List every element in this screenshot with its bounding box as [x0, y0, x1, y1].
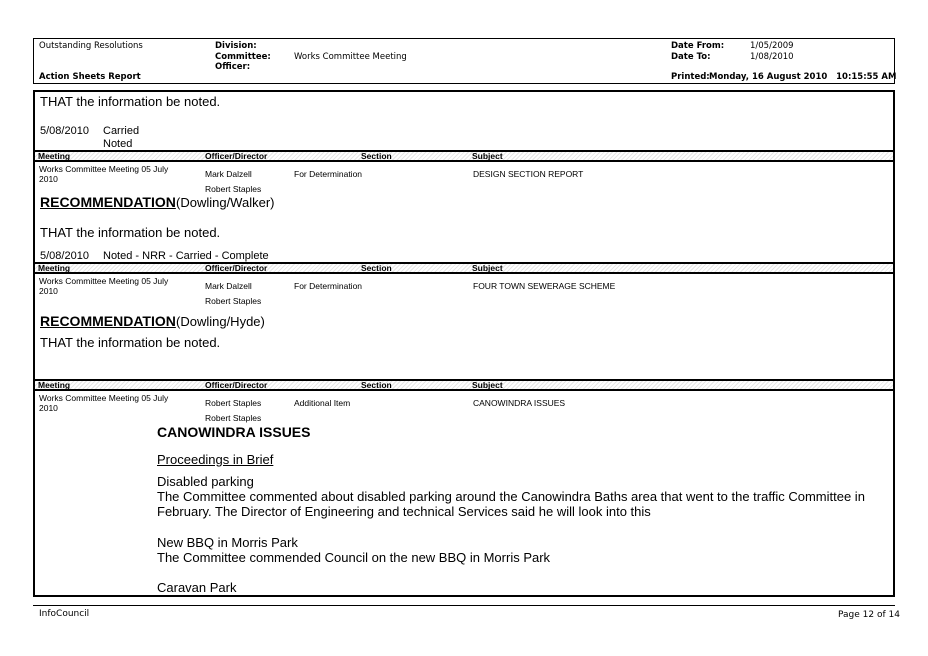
recommendation-heading: RECOMMENDATION	[40, 313, 176, 329]
col-subject: Subject	[472, 151, 503, 161]
item-meeting-year: 2010	[39, 286, 58, 296]
topic-paragraph: February. The Director of Engineering and technical Services said he will look into this	[157, 504, 651, 519]
committee-value: Works Committee Meeting	[294, 52, 407, 62]
item-director: Robert Staples	[205, 184, 262, 194]
item-officer: Mark Dalzell	[205, 281, 252, 291]
item-officer: Robert Staples	[205, 398, 262, 408]
topic-heading: New BBQ in Morris Park	[157, 535, 298, 550]
top-resolution-text: THAT the information be noted.	[40, 94, 221, 109]
topic-paragraph: The Committee commented about disabled parking around the Canowindra Baths area that went to the traffic Committee in	[157, 489, 865, 504]
column-header-bar	[35, 379, 893, 391]
minutes-subtitle: Proceedings in Brief	[157, 452, 274, 467]
item-section: For Determination	[294, 169, 363, 179]
col-meeting: Meeting	[38, 263, 71, 273]
recommendation-text: THAT the information be noted.	[40, 225, 221, 240]
topic-heading: Disabled parking	[157, 474, 254, 489]
division-label: Division:	[215, 41, 257, 51]
recommendation-movers: (Dowling/Walker)	[176, 195, 275, 210]
item-meeting-year: 2010	[39, 403, 58, 413]
item-director: Robert Staples	[205, 296, 262, 306]
recommendation-movers: (Dowling/Hyde)	[176, 314, 265, 329]
printed-label: Printed:	[671, 72, 710, 82]
date-to-label: Date To:	[671, 52, 711, 62]
recommendation-text: THAT the information be noted.	[40, 335, 221, 350]
date-from-value: 1/05/2009	[750, 41, 794, 51]
date-to-value: 1/08/2010	[750, 52, 794, 62]
recommendation-heading: RECOMMENDATION	[40, 194, 176, 210]
col-officer: Officer/Director	[205, 151, 268, 161]
item-officer: Mark Dalzell	[205, 169, 252, 179]
item-meeting: Works Committee Meeting 05 July	[39, 393, 169, 403]
item-section: For Determination	[294, 281, 363, 291]
report-name: Outstanding Resolutions	[39, 41, 143, 51]
item-meeting: Works Committee Meeting 05 July	[39, 276, 169, 286]
topic-heading: Caravan Park	[157, 580, 237, 595]
item-section: Additional Item	[294, 398, 351, 408]
col-officer: Officer/Director	[205, 263, 268, 273]
col-subject: Subject	[472, 380, 503, 390]
col-officer: Officer/Director	[205, 380, 268, 390]
topic-paragraph: The Committee commended Council on the new BBQ in Morris Park	[157, 550, 551, 565]
col-section: Section	[361, 263, 392, 273]
col-section: Section	[361, 151, 392, 161]
action-date: 5/08/2010	[40, 250, 89, 262]
date-from-label: Date From:	[671, 41, 725, 51]
column-header-bar	[35, 150, 893, 162]
col-meeting: Meeting	[38, 380, 71, 390]
top-action-date: 5/08/2010	[40, 125, 89, 137]
item-subject: FOUR TOWN SEWERAGE SCHEME	[473, 281, 616, 291]
report-type: Action Sheets Report	[39, 72, 141, 82]
footer-divider	[33, 605, 895, 606]
item-meeting: Works Committee Meeting 05 July	[39, 164, 169, 174]
item-subject: CANOWINDRA ISSUES	[473, 398, 566, 408]
item-subject: DESIGN SECTION REPORT	[473, 169, 584, 179]
column-header-bar	[35, 262, 893, 274]
footer-app-name: InfoCouncil	[39, 609, 90, 619]
minutes-title: CANOWINDRA ISSUES	[157, 424, 311, 440]
top-status-carried: Carried	[103, 125, 140, 137]
committee-label: Committee:	[215, 52, 271, 62]
col-subject: Subject	[472, 263, 503, 273]
top-status-noted: Noted	[103, 138, 133, 150]
item-director: Robert Staples	[205, 413, 262, 423]
page-number: Page 12 of 14	[838, 610, 900, 620]
action-status: Noted - NRR - Carried - Complete	[103, 250, 269, 262]
item-meeting-year: 2010	[39, 174, 58, 184]
officer-label: Officer:	[215, 62, 251, 72]
col-section: Section	[361, 380, 392, 390]
printed-value: Monday, 16 August 2010 10:15:55 AM	[709, 72, 897, 82]
col-meeting: Meeting	[38, 151, 71, 161]
